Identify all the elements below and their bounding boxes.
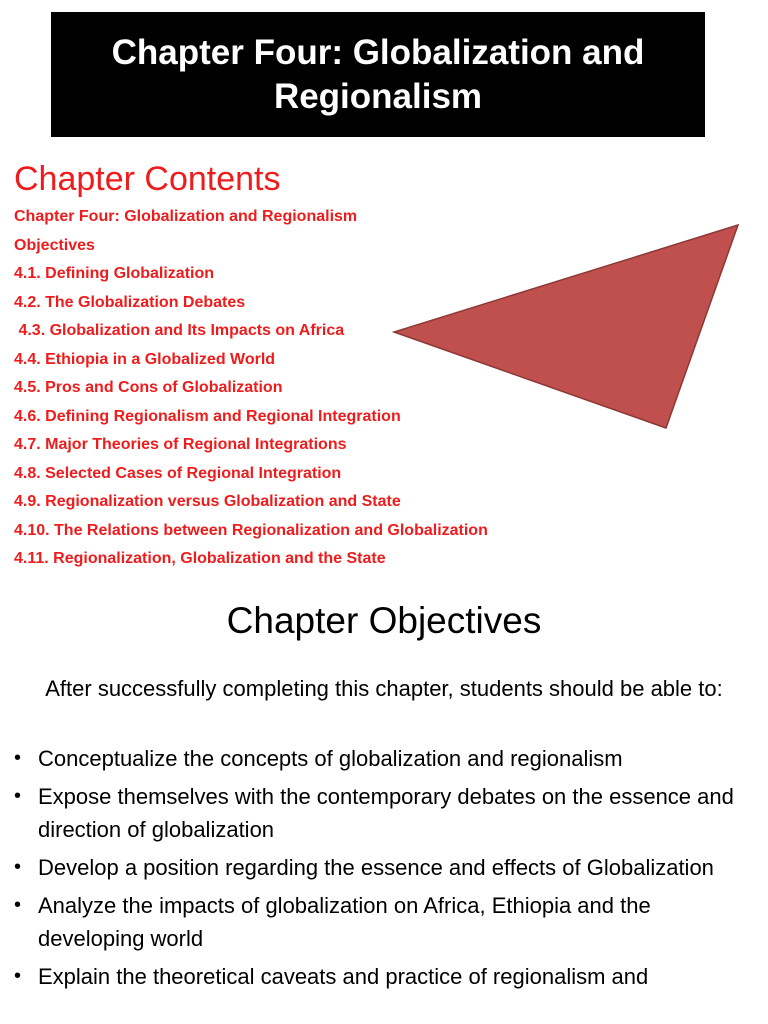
contents-item: 4.10. The Relations between Regionalization and Globalization xyxy=(14,521,488,539)
objective-text: Expose themselves with the contemporary debates on the essence and direction of globalization xyxy=(38,784,734,842)
objective-item xyxy=(14,889,759,955)
contents-item: Objectives xyxy=(14,236,95,254)
objective-text: Analyze the impacts of globalization on Africa, Ethiopia and the developing world xyxy=(38,893,651,951)
objective-item xyxy=(14,851,759,884)
bullet-icon: • xyxy=(14,965,22,987)
title-line-2: Regionalism xyxy=(273,76,483,116)
objectives-heading: Chapter Objectives xyxy=(226,600,542,641)
objective-text: Conceptualize the concepts of globalization and regionalism xyxy=(38,746,623,771)
contents-heading: Chapter Contents xyxy=(14,160,281,198)
contents-item: 4.11. Regionalization, Globalization and the State xyxy=(14,550,386,567)
contents-item: 4.1. Defining Globalization xyxy=(14,265,215,282)
contents-item: 4.7. Major Theories of Regional Integrations xyxy=(14,436,347,453)
objective-text: Develop a position regarding the essence and effects of Globalization xyxy=(38,855,714,880)
objective-item xyxy=(14,960,759,993)
contents-item: 4.5. Pros and Cons of Globalization xyxy=(14,379,283,396)
objective-item xyxy=(14,780,759,846)
contents-item: 4.4. Ethiopia in a Globalized World xyxy=(14,350,276,368)
objectives-intro: After successfully completing this chapter, students should be able to: xyxy=(45,676,723,701)
contents-item: Chapter Four: Globalization and Regionalism xyxy=(14,208,358,225)
triangle-polygon xyxy=(394,225,738,428)
contents-item: 4.6. Defining Regionalism and Regional Integration xyxy=(14,407,401,425)
bullet-icon: • xyxy=(14,894,22,916)
objective-text: Explain the theoretical caveats and practice of regionalism and xyxy=(38,964,649,989)
objectives-list xyxy=(14,742,759,998)
title-line-1: Chapter Four: Globalization and xyxy=(111,32,645,72)
objective-item xyxy=(14,742,759,775)
contents-item: 4.8. Selected Cases of Regional Integration xyxy=(14,464,342,482)
contents-item: 4.2. The Globalization Debates xyxy=(14,293,246,311)
bullet-icon: • xyxy=(14,785,22,807)
bullet-icon: • xyxy=(14,856,22,878)
bullet-icon: • xyxy=(14,747,22,769)
contents-item: 4.9. Regionalization versus Globalization and State xyxy=(14,493,401,510)
contents-item: 4.3. Globalization and Its Impacts on Africa xyxy=(14,322,345,339)
